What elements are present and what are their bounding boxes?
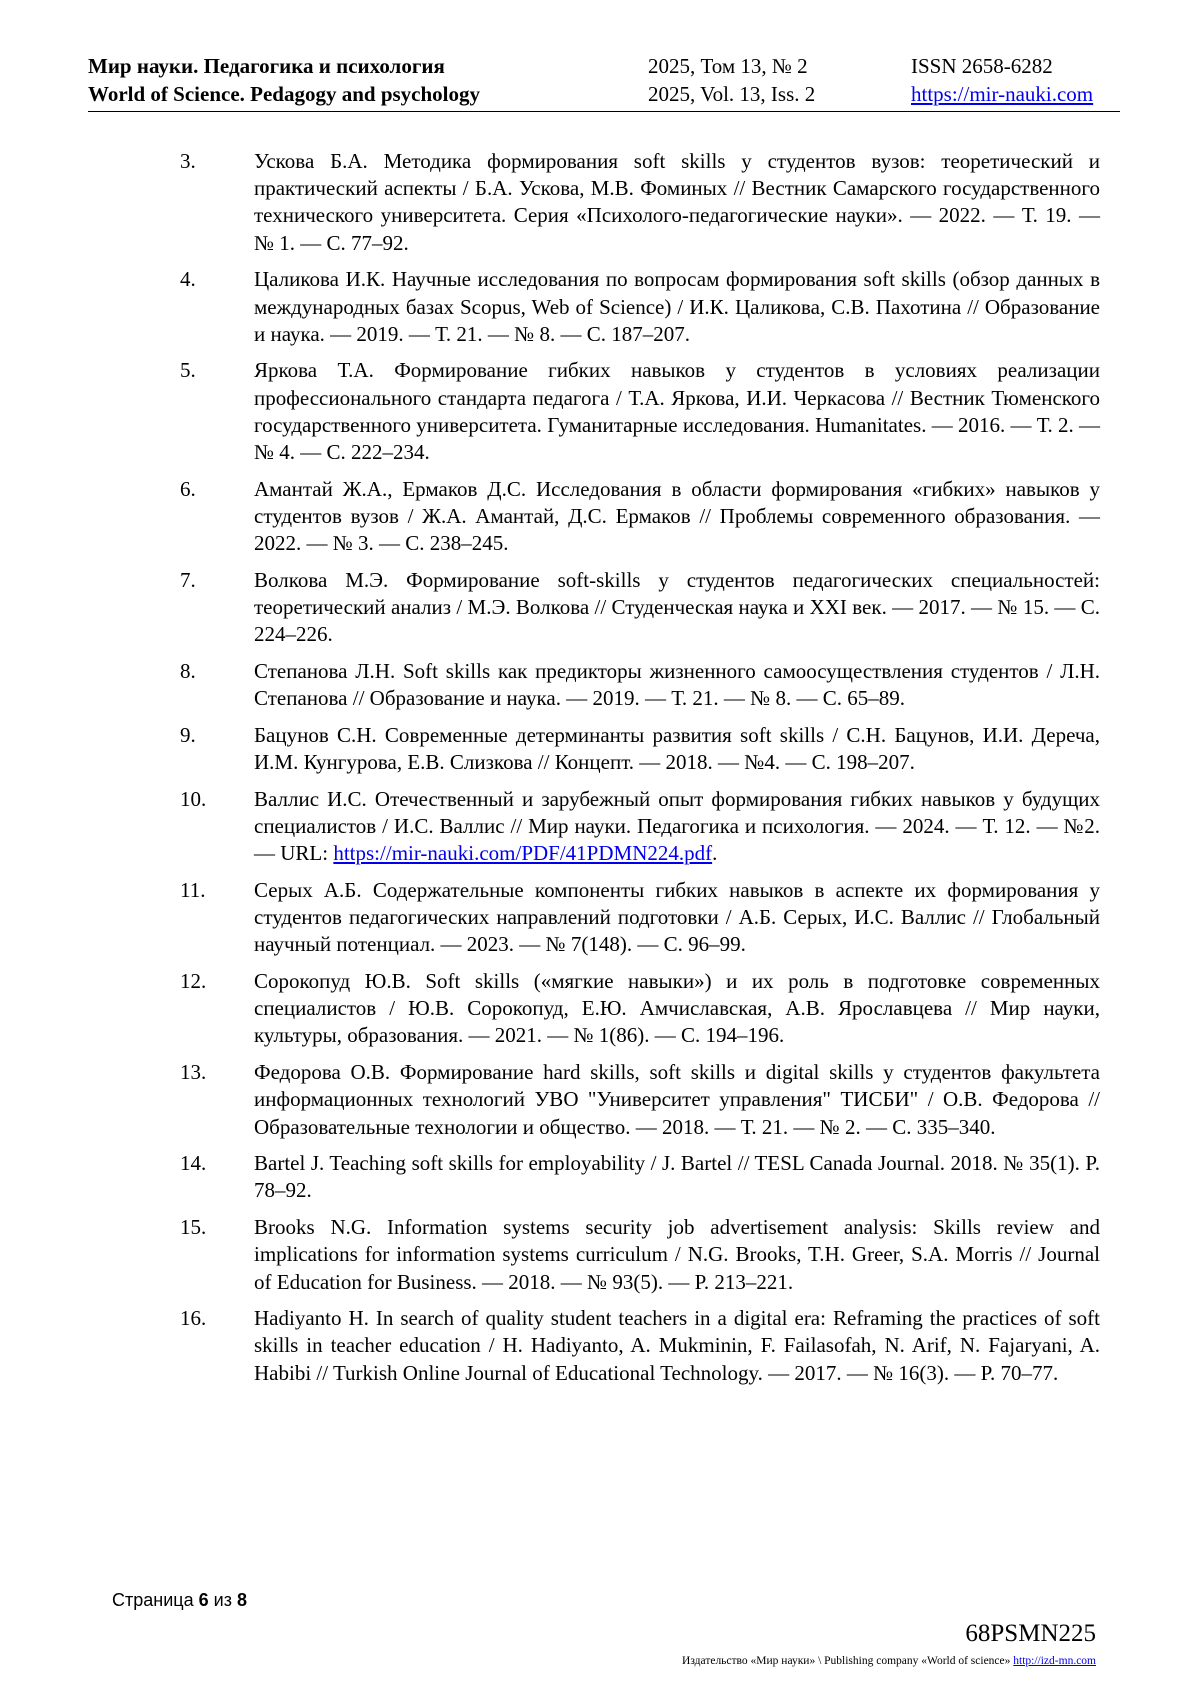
journal-site-link[interactable]: https://mir-nauki.com <box>911 82 1094 106</box>
reference-link[interactable]: https://mir-nauki.com/PDF/41PDMN224.pdf <box>333 841 713 866</box>
reference-item <box>180 148 1100 257</box>
reference-item <box>180 877 1100 959</box>
reference-item <box>180 1150 1100 1204</box>
reference-item <box>180 1059 1100 1141</box>
reference-item <box>180 658 1100 712</box>
reference-number: 8. <box>180 658 196 683</box>
issue-info <box>648 52 815 108</box>
reference-body: Амантай Ж.А., Ермаков Д.С. Исследования в области формирования «гибких» навыков у студентов вузов / Ж.А. Амантай, Д.С. Ермаков // Проблемы современного образования. — 2022. — № 3. — С. 238–245. <box>254 476 1100 556</box>
reference-number: 15. <box>180 1215 207 1240</box>
reference-text <box>254 1151 1100 1202</box>
reference-number: 6. <box>180 476 196 501</box>
running-header <box>88 52 1120 112</box>
reference-body: Бацунов С.Н. Современные детерминанты развития soft skills / С.Н. Бацунов, И.И. Дереча, И.М. Кунгурова, Е.В. Слизкова // Концепт. — 2018. — №4. — С. 198–207. <box>254 722 1100 775</box>
reference-body: Степанова Л.Н. Soft skills как предикторы жизненного самоосуществления студентов / Л.Н. Степанова // Образование и наука. — 2019. — Т. 21. — № 8. — С. 65–89. <box>254 658 1100 711</box>
reference-item <box>180 968 1100 1050</box>
reference-number: 9. <box>180 722 196 747</box>
page-counter <box>112 1590 247 1611</box>
reference-list <box>180 148 1100 1396</box>
page-current: 6 <box>198 1590 209 1610</box>
reference-body: Федорова О.В. Формирование hard skills, soft skills и digital skills у студентов факультета информационных технологий УВО "Университет управления" ТИСБИ" / О.В. Федорова //Образовательные технологии и общество. — 2018. — Т. 21. — № 2. — С. 335–340. <box>254 1060 1100 1139</box>
reference-body: Валлис И.С. Отечественный и зарубежный опыт формирования гибких навыков у будущих специалистов / И.С. Валлис // Мир науки. Педагогика и психология. — 2024. — Т. 12. — №2. — URL: <box>254 786 1100 866</box>
reference-text <box>254 1060 1100 1138</box>
journal-title-en: World of Science. Pedagogy and psychology <box>88 82 481 106</box>
reference-body: Brooks N.G. Information systems security job advertisement analysis: Skills review and implications for information systems curriculum / N.G. Brooks, T.H. Greer, S.A. Morris // Journal of Education for Business. — 2018. — № 93(5). — P. 213–221. <box>254 1215 1100 1294</box>
journal-title-ru: Мир науки. Педагогика и психология <box>88 54 445 78</box>
reference-text <box>254 477 1100 555</box>
reference-text <box>254 1306 1100 1384</box>
reference-text <box>254 149 1100 255</box>
journal-title <box>88 52 480 108</box>
reference-number: 5. <box>180 358 196 383</box>
reference-text <box>254 358 1100 464</box>
reference-body: Волкова М.Э. Формирование soft-skills у студентов педагогических специальностей: теоретический анализ / М.Э. Волкова // Студенческая наука и XXI век. — 2017. — № 15. — С. 224–226. <box>254 567 1100 647</box>
issn-block <box>911 52 1093 108</box>
reference-number: 12. <box>180 968 207 993</box>
reference-body: Цаликова И.К. Научные исследования по вопросам формирования soft skills (обзор данных в международных базах Scopus, Web of Science) / И.К. Цаликова, С.В. Пахотина // Образование и наука. — 2019. — Т. 21. — № 8. — С. 187–207. <box>254 267 1100 346</box>
reference-body: Сорокопуд Ю.В. Soft skills («мягкие навыки») и их роль в подготовке современных специалистов / Ю.В. Сорокопуд, Е.Ю. Амчиславская, А.В. Ярославцева // Мир науки, культуры, образования. — 2021. — № 1(86). — С. 194–196. <box>254 968 1100 1048</box>
reference-body: Ускова Б.А. Методика формирования soft skills у студентов вузов: теоретический и практический аспекты / Б.А. Ускова, М.В. Фоминых // Вестник Самарского государственного технического университета. Серия «Психолого-педагогические науки». — 2022. — Т. 19. — № 1. — С. 77–92. <box>254 149 1100 255</box>
reference-text <box>254 723 1100 774</box>
reference-item <box>180 567 1100 649</box>
reference-tail: . <box>712 841 718 866</box>
reference-text <box>254 659 1100 710</box>
reference-body: Яркова Т.А. Формирование гибких навыков у студентов в условиях реализации профессионального стандарта педагога / Т.А. Яркова, И.И. Черкасова // Вестник Тюменского государственного университета. Гуманитарные исследования. Humanitates. — 2016. — Т. 2. — № 4. — С. 222–234. <box>254 358 1100 465</box>
page-label: Страница <box>112 1590 194 1610</box>
reference-text <box>254 267 1100 345</box>
publisher-link[interactable]: http://izd-mn.com <box>1013 1655 1096 1667</box>
reference-number: 16. <box>180 1306 207 1331</box>
issn: ISSN 2658-6282 <box>911 54 1053 78</box>
reference-number: 14. <box>180 1151 207 1176</box>
reference-item <box>180 476 1100 558</box>
issue-en: 2025, Vol. 13, Iss. 2 <box>648 82 816 106</box>
reference-text <box>254 878 1100 956</box>
reference-number: 7. <box>180 567 196 592</box>
reference-number: 4. <box>180 267 196 292</box>
publisher-text: Издательство «Мир науки» \ Publishing company «World of science» <box>682 1655 1011 1667</box>
reference-number: 13. <box>180 1060 207 1085</box>
issue-ru: 2025, Том 13, № 2 <box>648 54 808 78</box>
reference-item <box>180 266 1100 348</box>
page-total: 8 <box>236 1590 247 1610</box>
reference-text <box>254 1215 1100 1293</box>
reference-item <box>180 722 1100 776</box>
reference-number: 11. <box>180 877 206 902</box>
reference-number: 3. <box>180 149 196 173</box>
reference-body: Bartel J. Teaching soft skills for employability / J. Bartel // TESL Canada Journal. 2018. № 35(1). P. 78–92. <box>254 1151 1100 1203</box>
reference-body: Hadiyanto H. In search of quality student teachers in a digital era: Reframing the practices of soft skills in teacher education / H. Hadiyanto, A. Mukminin, F. Failasofah, N. Arif, N. Fajaryani, A. Habibi // Turkish Online Journal of Educational Technology. — 2017. — № 16(3). — P. 70–77. <box>254 1306 1100 1385</box>
reference-text <box>254 568 1100 646</box>
reference-item <box>180 357 1100 466</box>
reference-item <box>180 1214 1100 1296</box>
reference-item <box>180 1305 1100 1387</box>
reference-number: 10. <box>180 786 207 811</box>
article-code: 68PSMN225 <box>965 1620 1096 1647</box>
reference-text <box>254 969 1100 1047</box>
header-divider <box>88 111 1120 112</box>
reference-item <box>180 786 1100 868</box>
reference-body: Серых А.Б. Содержательные компоненты гибких навыков в аспекте их формирования у студентов педагогических направлений подготовки / А.Б. Серых, И.С. Валлис // Глобальный научный потенциал. — 2023. — № 7(148). — С. 96–99. <box>254 877 1100 957</box>
publisher-line <box>682 1655 1096 1667</box>
page-of: из <box>213 1590 232 1610</box>
reference-text <box>254 787 1100 865</box>
